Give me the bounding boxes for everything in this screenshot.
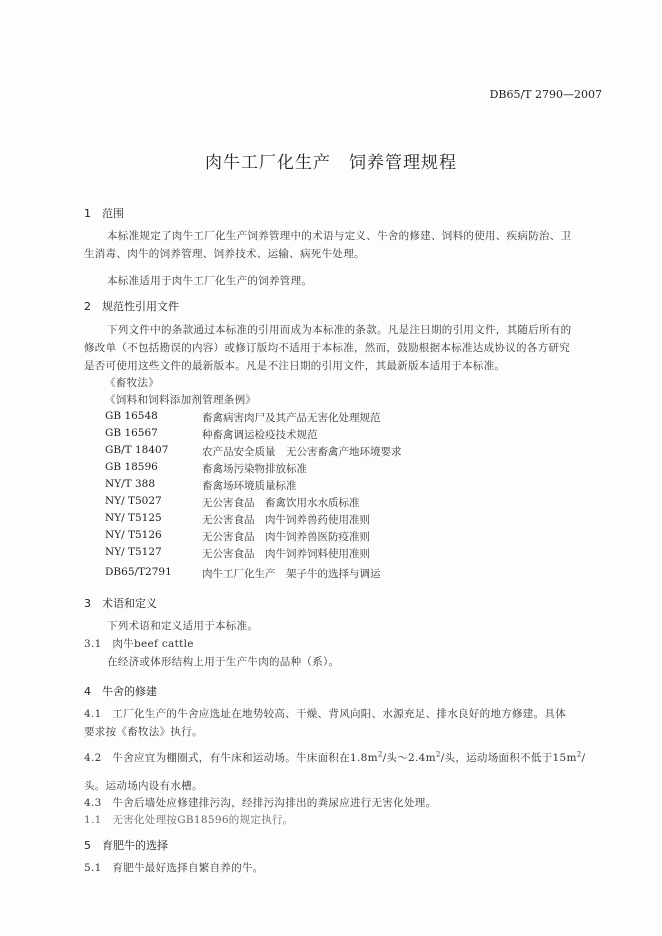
clause-4-2-line [84,750,585,765]
law-reference: 《饲料和饲料添加剂管理条例》 [105,394,257,406]
section-4-heading: 4 牛舍的修建 [84,685,157,698]
section-2-heading: 2 规范性引用文件 [84,300,179,313]
section-1-scope-paragraph: 本标准适用于肉牛工厂化生产的饲养管理。 [107,275,313,287]
clause-4-1-line: 4.1 工厂化生产的牛舍应选址在地势较高、干燥、背风向阳、水源充足、排水良好的地方修建。具体 [84,708,566,720]
ref-code: NY/ T5127 [105,546,162,558]
ref-code: NY/ T5125 [105,512,162,524]
ref-code: GB 18596 [105,461,158,473]
section-5-heading: 5 育肥牛的选择 [84,839,168,852]
ref-title: 无公害食品 肉牛饲养兽药使用准则 [202,514,370,526]
section-2-paragraph-line: 修改单（不包括勘误的内容）或修订版均不适用于本标准，然而，鼓励根据本标准达成协议的各方研究 [84,342,570,354]
ref-title: 畜禽场污染物排放标准 [202,463,307,475]
ref-title: 畜禽病害肉尸及其产品无害化处理规范 [202,412,381,424]
clause-4-2-text: / [581,752,586,764]
ref-code: GB 16548 [105,410,158,422]
ref-code: NY/ T5126 [105,529,162,541]
term-3-1-definition: 在经济或体形结构上用于生产牛肉的品种（系）。 [107,656,340,668]
section-1-paragraph-line: 生消毒、肉牛的饲养管理、饲养技术、运输、病死牛处理。 [84,248,365,260]
standard-number: DB65/T 2790—2007 [489,88,602,101]
ref-code: NY/T 388 [105,478,156,490]
ref-title: 农产品安全质量 无公害畜禽产地环境要求 [202,446,402,458]
clause-4-2-line: 头。运动场内设有水槽。 [84,780,203,792]
clause-4-2-text: 4.2 牛舍应宜为棚圈式，有牛床和运动场。牛床面积在1.8m [84,752,378,764]
ref-title: 畜禽场环境质量标准 [202,480,297,492]
ref-title: 无公害食品 畜禽饮用水水质标准 [202,497,360,509]
ref-code: GB/T 18407 [105,444,169,456]
term-3-1: 3.1 肉牛beef cattle [84,638,194,650]
section-3-paragraph: 下列术语和定义适用于本标准。 [107,620,259,632]
superscript: 2 [576,750,582,759]
ref-code: NY/ T5027 [105,495,162,507]
ref-title: 无公害食品 肉牛饲养饲料使用准则 [202,548,370,560]
ref-code: DB65/T2791 [105,566,172,578]
clause-4-2-text: /头，运动场面积不低于15m [440,752,577,764]
section-2-paragraph-line: 是否可使用这些文件的最新版本。凡是不注日期的引用文件，其最新版本适用于本标准。 [84,360,506,372]
clause-4-3: 4.3 牛舍后墙处应修建排污沟，经排污沟排出的粪尿应进行无害化处理。 [84,797,437,809]
clause-4-1-line: 要求按《畜牧法》执行。 [84,726,203,738]
ref-code: GB 16567 [105,427,158,439]
section-1-heading: 1 范围 [84,207,124,220]
clause-4-2-text: /头～2.4m [382,752,436,764]
section-1-paragraph-line: 本标准规定了肉牛工厂化生产饲养管理中的术语与定义、牛舍的修建、饲料的使用、疾病防治、卫 [107,230,572,242]
clause-5-1: 5.1 育肥牛最好选择自繁自养的牛。 [84,862,264,874]
ref-title: 种畜禽调运检疫技术规范 [202,429,318,441]
superscript: 2 [377,750,383,759]
clause-4-3-1: 1.1 无害化处理按GB18596的规定执行。 [84,814,294,826]
law-reference: 《畜牧法》 [105,377,159,389]
ref-title: 无公害食品 肉牛饲养兽医防疫准则 [202,531,370,543]
document-title: 肉牛工厂化生产 饲养管理规程 [205,153,457,173]
section-3-heading: 3 术语和定义 [84,597,157,610]
ref-title: 肉牛工厂化生产 架子牛的选择与调运 [202,568,381,580]
superscript: 2 [435,750,441,759]
section-2-paragraph-line: 下列文件中的条款通过本标准的引用而成为本标准的条款。凡是注日期的引用文件，其随后所有的 [107,324,572,336]
